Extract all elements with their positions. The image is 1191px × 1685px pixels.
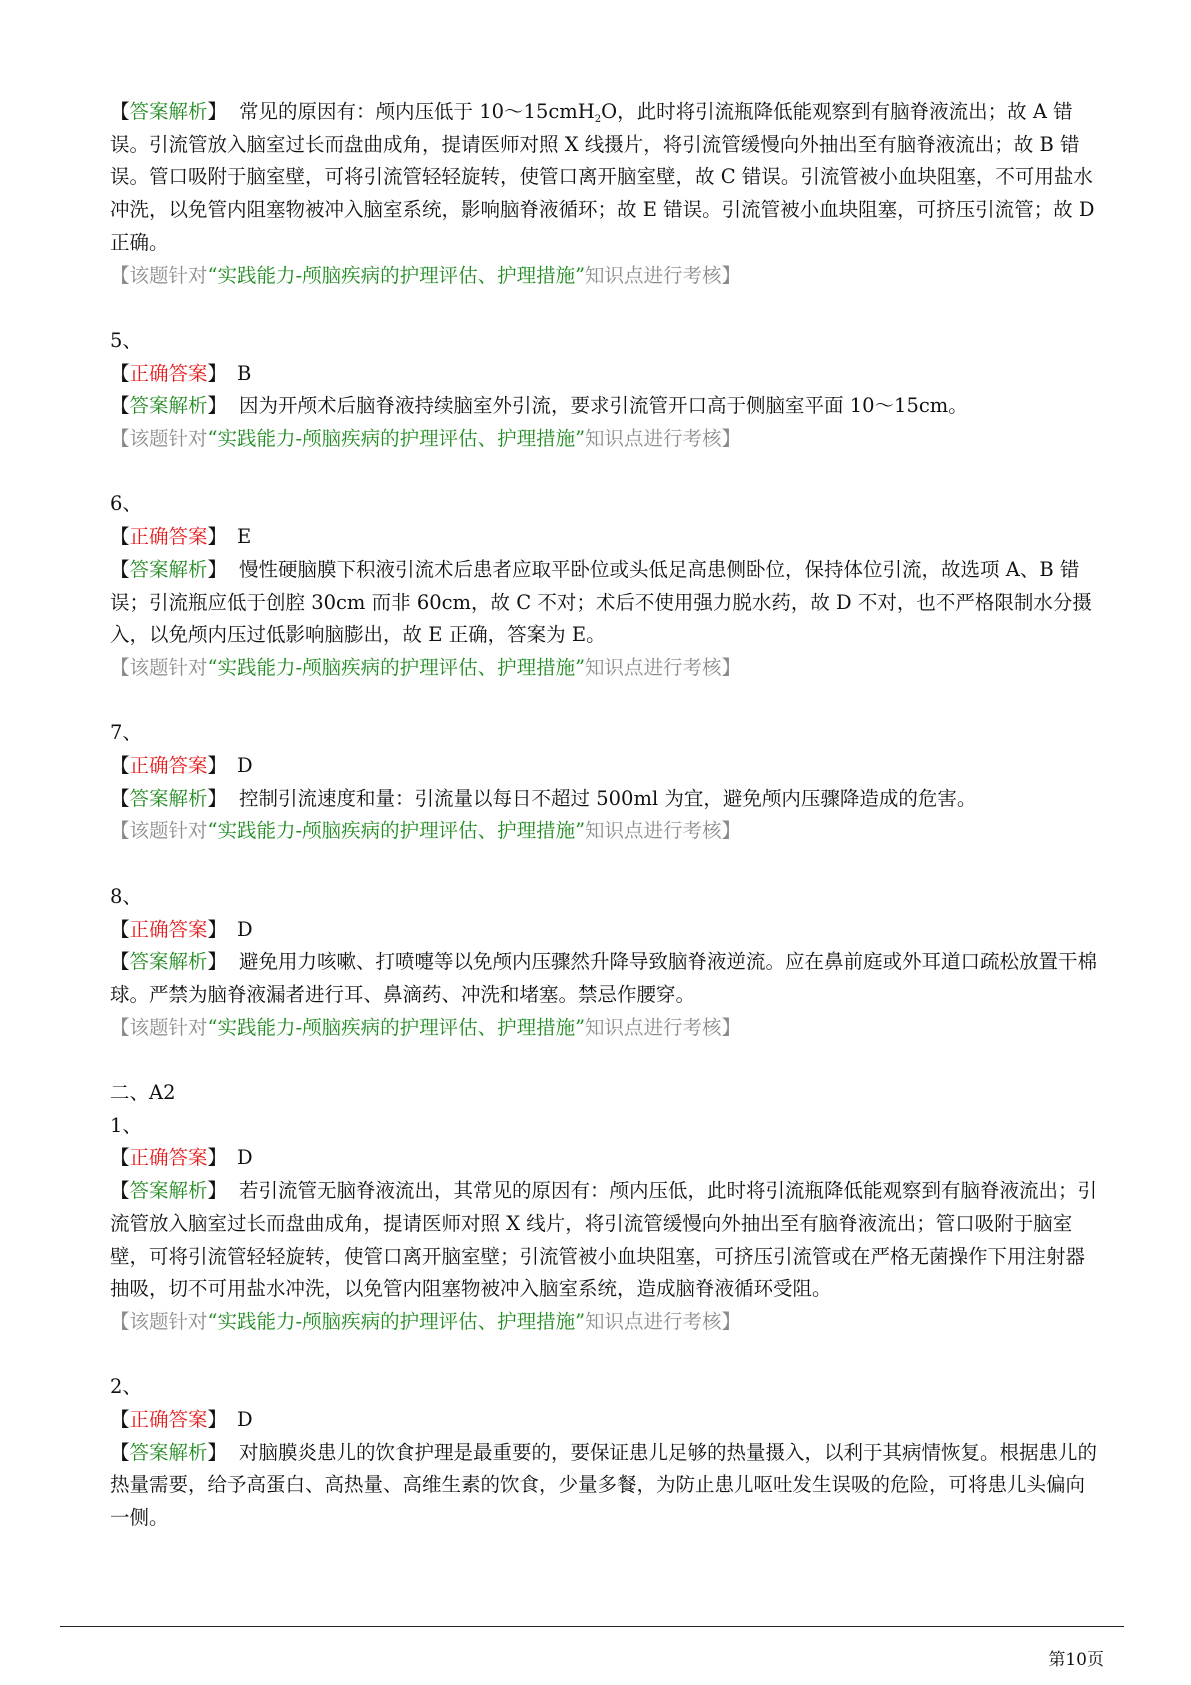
topic-name: “实践能力-颅脑疾病的护理评估、护理措施” [207,1309,586,1333]
bracket-open: 【 [110,1179,130,1203]
answer-value: D [237,1146,253,1170]
bracket-open: 【 [110,950,130,974]
topic-line [110,1012,1100,1045]
topic-name: “实践能力-颅脑疾病的护理评估、护理措施” [207,1015,586,1039]
section-title: 二、A2 [110,1081,176,1105]
explanation-text: 因为开颅术后脑脊液持续脑室外引流，要求引流管开口高于侧脑室平面 10～15cm。 [239,394,968,418]
answer-label: 正确答案 [129,361,208,385]
answer-value: B [237,361,252,385]
bracket-close: 】 [207,786,228,810]
topic-prefix: 【该题针对 [110,263,208,287]
answer-value: D [237,917,253,941]
topic-line [110,652,1100,685]
answer-label: 正确答案 [129,917,208,941]
explanation-text: 对脑膜炎患儿的饮食护理是最重要的，要保证患儿足够的热量摄入，以利于其病情恢复。根据患儿的热量需要，给予高蛋白、高热量、高维生素的饮食，少量多餐，为防止患儿呕吐发生误吸的危险，可将患儿头偏向一侧。 [110,1440,1098,1530]
answer-value: D [237,754,253,778]
topic-line [110,260,1100,293]
topic-prefix: 【该题针对 [110,427,208,451]
bracket-open: 【 [110,557,130,581]
topic-suffix: 知识点进行考核】 [585,1309,742,1333]
topic-suffix: 知识点进行考核】 [585,819,742,843]
bracket-open: 【 [110,1440,130,1464]
explanation-text: 若引流管无脑脊液流出，其常见的原因有：颅内压低，此时将引流瓶降低能观察到有脑脊液流出；引流管放入脑室过长而盘曲成角，提请医师对照 X 线片，将引流管缓慢向外抽出至有脑脊液流出；管口吸附于脑室壁，可将引流管轻轻旋转，使管口离开脑室壁；引流管被小血块阻塞，可挤压引流管或在严格无菌操作下用注射器抽吸，切不可用盐水冲洗，以免管内阻塞物被冲入脑室系统，造成脑脊液循环受阻。 [110,1179,1098,1301]
answer-line [110,521,1100,554]
topic-name: “实践能力-颅脑疾病的护理评估、护理措施” [207,655,586,679]
topic-line [110,1306,1100,1339]
explanation-label: 答案解析 [129,1440,208,1464]
question-number: 8、 [110,884,142,908]
topic-prefix: 【该题针对 [110,819,208,843]
explanation-text: 常见的原因有：颅内压低于 10～15cmH [239,100,595,123]
bracket-close: 】 [207,917,228,941]
topic-name: “实践能力-颅脑疾病的护理评估、护理措施” [207,427,586,451]
bracket-close: 】 [207,1146,228,1170]
topic-prefix: 【该题针对 [110,1015,208,1039]
topic-name: “实践能力-颅脑疾病的护理评估、护理措施” [207,819,586,843]
explanation-label: 答案解析 [129,786,208,810]
topic-suffix: 知识点进行考核】 [585,427,742,451]
topic-line [110,815,1100,848]
bracket-open: 【 [110,525,130,549]
bracket-open: 【 [110,394,130,418]
question-number: 6、 [110,492,142,516]
footer-divider [60,1626,1124,1627]
answer-line [110,358,1100,391]
question-number: 2、 [110,1375,142,1399]
answer-line [110,750,1100,783]
explanation-text: 慢性硬脑膜下积液引流术后患者应取平卧位或头低足高患侧卧位，保持体位引流，故选项 A、B 错误；引流瓶应低于创腔 30cm 而非 60cm，故 C 不对；术后不使用强力脱水药，故 D 不对，也不严格限制水分摄入，以免颅内压过低影响脑膨出，故 E 正确，答案为 E。 [110,557,1092,647]
explanation-line [110,554,1100,652]
document-body [110,96,1100,1535]
explanation-label: 答案解析 [129,100,208,123]
topic-suffix: 知识点进行考核】 [585,1015,742,1039]
explanation-line [110,96,1100,260]
answer-line [110,1142,1100,1175]
explanation-line [110,390,1100,423]
bracket-close: 】 [207,1179,228,1203]
bracket-open: 【 [110,754,130,778]
answer-line [110,914,1100,947]
explanation-text-cont: O，此时将引流瓶降低能观察到有脑脊液流出；故 A 错误。引流管放入脑室过长而盘曲成角，提请医师对照 X 线摄片，将引流管缓慢向外抽出至有脑脊液流出；故 B 错误。管口吸附于脑室壁，可将引流管轻轻旋转，使管口离开脑室壁，故 C 错误。引流管被小血块阻塞，不可用盐水冲洗，以免管内阻塞物被冲入脑室系统，影响脑脊液循环；故 E 错误。引流管被小血块阻塞，可挤压引流管；故 D 正确。 [110,100,1095,254]
bracket-close: 】 [207,525,228,549]
explanation-text: 避免用力咳嗽、打喷嚏等以免颅内压骤然升降导致脑脊液逆流。应在鼻前庭或外耳道口疏松放置干棉球。严禁为脑脊液漏者进行耳、鼻滴药、冲洗和堵塞。禁忌作腰穿。 [110,950,1098,1006]
bracket-open: 【 [110,917,130,941]
answer-label: 正确答案 [129,1408,208,1432]
page-number: 第10页 [1048,1650,1104,1670]
bracket-close: 】 [207,950,228,974]
topic-suffix: 知识点进行考核】 [585,655,742,679]
bracket-open: 【 [110,786,130,810]
bracket-close: 】 [207,1440,228,1464]
bracket-open: 【 [110,100,130,123]
answer-value: E [237,525,252,549]
explanation-line [110,1437,1100,1535]
question-number: 1、 [110,1113,142,1137]
topic-prefix: 【该题针对 [110,655,208,679]
explanation-line [110,1175,1100,1306]
answer-value: D [237,1408,253,1432]
subscript: 2 [594,114,602,125]
explanation-text: 控制引流速度和量：引流量以每日不超过 500ml 为宜，避免颅内压骤降造成的危害。 [239,786,977,810]
bracket-close: 】 [207,557,228,581]
bracket-close: 】 [207,754,228,778]
explanation-label: 答案解析 [129,950,208,974]
question-number: 5、 [110,328,142,352]
answer-label: 正确答案 [129,525,208,549]
bracket-open: 【 [110,1146,130,1170]
topic-prefix: 【该题针对 [110,1309,208,1333]
bracket-close: 】 [207,361,228,385]
answer-label: 正确答案 [129,1146,208,1170]
answer-label: 正确答案 [129,754,208,778]
topic-suffix: 知识点进行考核】 [585,263,742,287]
bracket-close: 】 [207,1408,228,1432]
bracket-close: 】 [207,394,228,418]
explanation-line [110,783,1100,816]
explanation-label: 答案解析 [129,394,208,418]
explanation-line [110,946,1100,1011]
bracket-close: 】 [207,100,228,123]
bracket-open: 【 [110,1408,130,1432]
question-number: 7、 [110,721,142,745]
bracket-open: 【 [110,361,130,385]
topic-line [110,423,1100,456]
explanation-label: 答案解析 [129,1179,208,1203]
explanation-label: 答案解析 [129,557,208,581]
topic-name: “实践能力-颅脑疾病的护理评估、护理措施” [207,263,586,287]
answer-line [110,1404,1100,1437]
